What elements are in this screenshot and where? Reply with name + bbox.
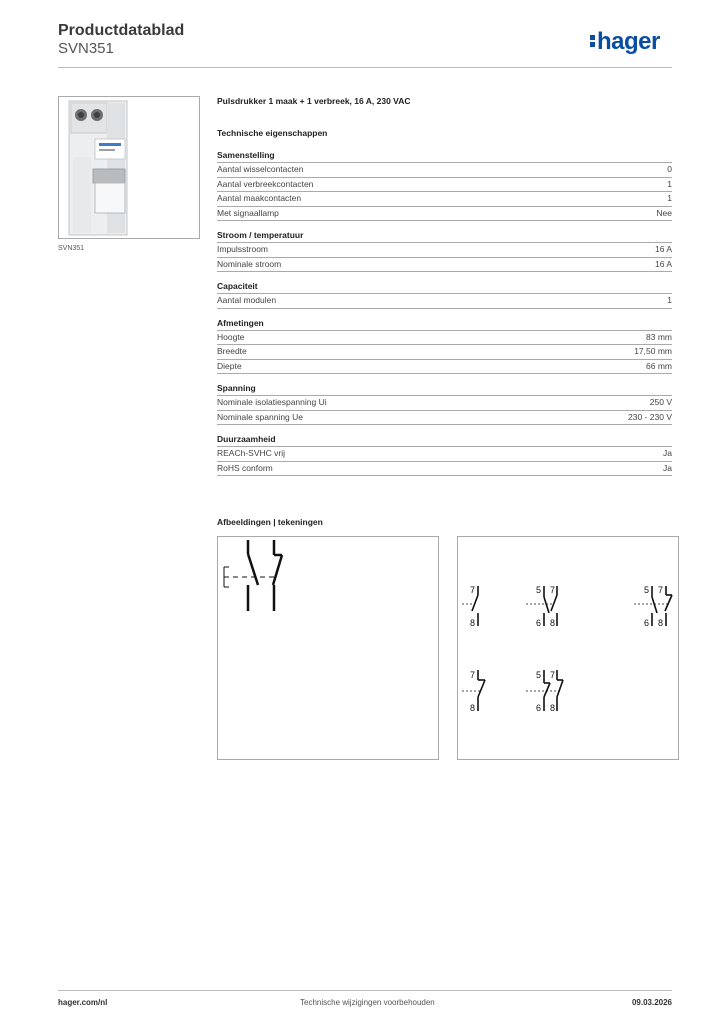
spec-value: 16 A xyxy=(654,258,672,269)
spec-group xyxy=(217,230,672,272)
spec-row xyxy=(217,243,672,258)
spec-group-title: Stroom / temperatuur xyxy=(217,230,672,243)
spec-label: Met signaallamp xyxy=(217,207,279,218)
terminal-8-label: 8 xyxy=(470,703,476,713)
spec-row xyxy=(217,207,672,222)
spec-group xyxy=(217,318,672,375)
image-caption: SVN351 xyxy=(58,245,85,252)
spec-row xyxy=(217,447,672,462)
contact-variants-drawing xyxy=(457,536,679,760)
terminal-8-label: 8 xyxy=(550,618,556,628)
spec-groups xyxy=(217,150,672,476)
drawings-heading: Afbeeldingen | tekeningen xyxy=(217,517,323,527)
terminal-7-label: 7 xyxy=(470,670,476,680)
spec-row xyxy=(217,411,672,426)
spec-label: RoHS conform xyxy=(217,462,273,473)
spec-value: 17,50 mm xyxy=(634,346,672,356)
spec-label: Hoogte xyxy=(217,331,245,342)
spec-value: 0 xyxy=(667,164,672,174)
spec-group-title: Afmetingen xyxy=(217,318,672,331)
terminal-5-label: 5 xyxy=(536,670,542,680)
spec-row xyxy=(217,360,672,375)
terminal-7-label: 7 xyxy=(470,585,476,595)
spec-row xyxy=(217,462,672,477)
terminal-7-label: 7 xyxy=(550,670,556,680)
spec-group-title: Samenstelling xyxy=(217,150,672,163)
specifications xyxy=(217,96,672,485)
footer-divider xyxy=(58,990,672,991)
spec-label: REACh-SVHC vrij xyxy=(217,448,286,458)
spec-value: Ja xyxy=(663,448,672,458)
spec-row xyxy=(217,331,672,346)
product-description: Pulsdrukker 1 maak + 1 verbreek, 16 A, 230 VAC xyxy=(217,96,411,106)
footer-date: 09.03.2026 xyxy=(631,998,672,1007)
terminal-6-label: 6 xyxy=(536,703,542,713)
logo-dots-icon xyxy=(590,33,595,49)
spec-value: 66 mm xyxy=(646,360,672,371)
hager-logo[interactable] xyxy=(590,28,660,56)
spec-group xyxy=(217,383,672,425)
spec-label: Aantal maakcontacten xyxy=(217,193,302,203)
footer-notice: Technische wijzigingen voorbehouden xyxy=(300,998,435,1007)
logo-text: hager xyxy=(597,28,660,55)
spec-label: Nominale spanning Ue xyxy=(217,411,303,422)
terminal-8-label: 8 xyxy=(550,703,556,713)
spec-row xyxy=(217,258,672,273)
spec-value: 1 xyxy=(667,178,672,189)
switch-symbol-drawing xyxy=(217,536,439,760)
spec-value: 230 - 230 V xyxy=(628,411,672,422)
terminal-5-label: 5 xyxy=(644,585,650,595)
spec-row xyxy=(217,163,672,178)
terminal-6-label: 6 xyxy=(536,618,542,628)
terminal-7-label: 7 xyxy=(550,585,556,595)
product-image xyxy=(58,96,200,239)
spec-row xyxy=(217,294,672,309)
spec-group xyxy=(217,434,672,476)
spec-row xyxy=(217,396,672,411)
spec-label: Aantal verbreekcontacten xyxy=(217,178,314,189)
header-divider xyxy=(58,67,672,68)
spec-value: 83 mm xyxy=(646,331,672,342)
terminal-8-label: 8 xyxy=(470,618,476,628)
terminal-7-label: 7 xyxy=(658,585,664,595)
spec-value: Nee xyxy=(656,207,672,218)
spec-value: 1 xyxy=(667,193,672,203)
terminal-8-label: 8 xyxy=(658,618,664,628)
spec-label: Breedte xyxy=(217,346,247,356)
spec-row xyxy=(217,345,672,360)
spec-group-title: Duurzaamheid xyxy=(217,434,672,447)
technical-heading: Technische eigenschappen xyxy=(217,128,328,138)
footer-website-link[interactable]: hager.com/nl xyxy=(58,998,108,1007)
spec-label: Aantal wisselcontacten xyxy=(217,164,304,174)
spec-label: Nominale stroom xyxy=(217,258,282,269)
spec-value: 1 xyxy=(667,295,672,305)
spec-group-title: Capaciteit xyxy=(217,281,672,294)
spec-label: Nominale isolatiespanning Ui xyxy=(217,397,327,407)
document-title: Productdatablad xyxy=(58,22,185,39)
spec-label: Impulsstroom xyxy=(217,244,269,254)
terminal-6-label: 6 xyxy=(644,618,650,628)
product-code: SVN351 xyxy=(58,40,114,57)
spec-label: Diepte xyxy=(217,360,242,371)
spec-value: Ja xyxy=(663,462,672,473)
spec-label: Aantal modulen xyxy=(217,295,277,305)
spec-group-title: Spanning xyxy=(217,383,672,396)
spec-value: 16 A xyxy=(654,244,672,254)
spec-row xyxy=(217,192,672,207)
spec-row xyxy=(217,178,672,193)
spec-group xyxy=(217,281,672,309)
spec-group xyxy=(217,150,672,221)
spec-value: 250 V xyxy=(649,397,672,407)
terminal-5-label: 5 xyxy=(536,585,542,595)
